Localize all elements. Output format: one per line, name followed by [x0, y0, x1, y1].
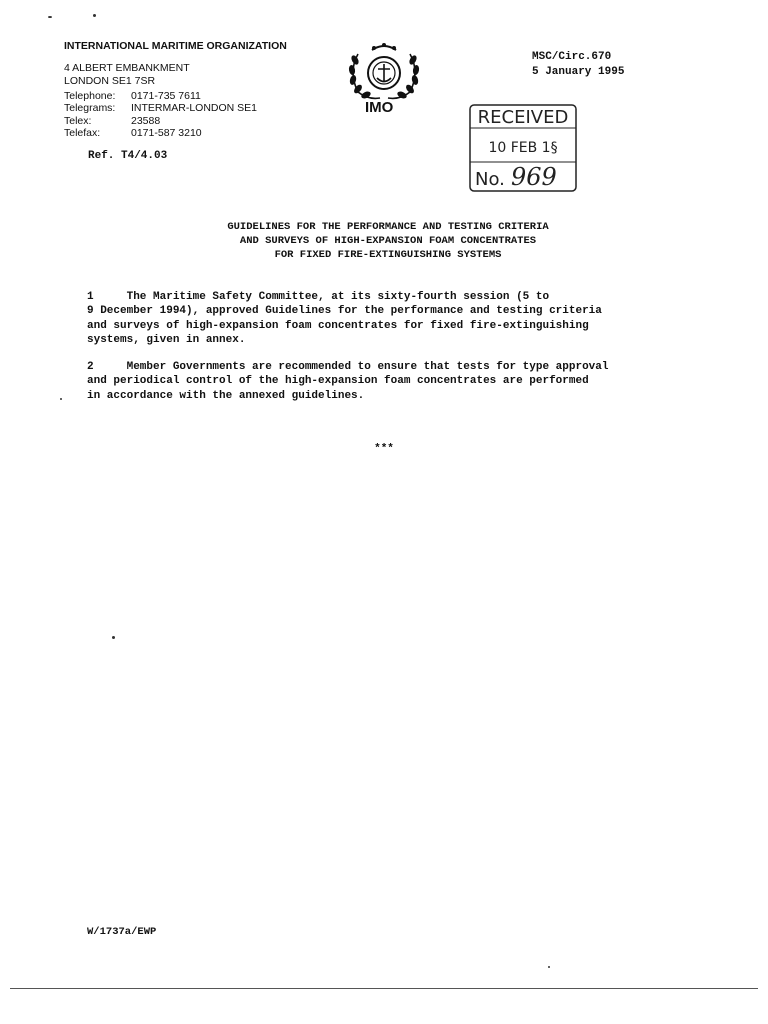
paragraph-line: 9 December 1994), approved Guidelines for the performance and testing criteria: [87, 305, 602, 318]
paragraph-line: 2 Member Governments are recommended to ensure that tests for type approval: [87, 361, 609, 373]
imo-emblem-icon: [344, 40, 424, 102]
contact-value: INTERMAR-LONDON SE1: [131, 102, 258, 115]
scan-speck: [60, 398, 62, 400]
address-line: LONDON SE1 7SR: [64, 74, 156, 87]
circular-date: 5 January 1995: [532, 65, 625, 78]
contact-details: [64, 90, 257, 139]
contact-value: 0171-587 3210: [131, 126, 202, 139]
paragraph-2: [87, 360, 687, 403]
paragraph-line: and surveys of high-expansion foam concentrates for fixed fire-extinguishing: [87, 319, 589, 332]
organization-name: INTERNATIONAL MARITIME ORGANIZATION: [64, 40, 287, 52]
address-line: 4 ALBERT EMBANKMENT: [64, 62, 190, 74]
contact-label: Telephone:: [64, 90, 116, 102]
paragraph-1: [87, 290, 687, 347]
circular-number: MSC/Circ.670: [532, 51, 612, 63]
scan-speck: [93, 14, 96, 17]
scan-speck: [48, 16, 52, 18]
scan-speck: [112, 636, 115, 639]
stamp-number: 969: [511, 163, 557, 191]
stamp-date: 10 FEB 1§: [488, 140, 558, 156]
paragraph-line: 1 The Maritime Safety Committee, at its sixty-fourth session (5 to: [87, 291, 550, 303]
contact-label: Telefax:: [64, 126, 101, 139]
contact-value: 23588: [131, 114, 161, 127]
document-title: [0, 220, 768, 262]
contact-row-telex: [64, 115, 257, 127]
document-code: W/1737a/EWP: [87, 926, 157, 938]
bottom-rule: [10, 988, 758, 989]
title-line: GUIDELINES FOR THE PERFORMANCE AND TESTING CRITERIA: [227, 221, 549, 233]
scan-speck: [548, 966, 550, 968]
stamp-number-prefix: No.: [475, 169, 505, 190]
reference-number: Ref. T4/4.03: [88, 150, 168, 162]
circular-reference: [532, 50, 624, 79]
paragraph-line: systems, given in annex.: [87, 333, 246, 346]
stamp-title: RECEIVED: [477, 107, 569, 128]
title-line: FOR FIXED FIRE-EXTINGUISHING SYSTEMS: [274, 249, 502, 261]
section-separator: ***: [374, 443, 394, 455]
contact-row-telefax: [64, 127, 257, 139]
received-stamp: [467, 102, 579, 194]
organization-address: [64, 62, 190, 87]
contact-row-telephone: [64, 90, 257, 102]
contact-row-telegrams: [64, 102, 257, 114]
emblem-label: IMO: [365, 99, 394, 116]
contact-label: Telegrams:: [64, 102, 116, 115]
paragraph-line: and periodical control of the high-expansion foam concentrates are performed: [87, 375, 589, 388]
paragraph-line: in accordance with the annexed guidelines.: [87, 389, 365, 402]
contact-label: Telex:: [64, 114, 92, 127]
contact-value: 0171-735 7611: [131, 90, 201, 102]
title-line: AND SURVEYS OF HIGH-EXPANSION FOAM CONCENTRATES: [239, 235, 537, 247]
